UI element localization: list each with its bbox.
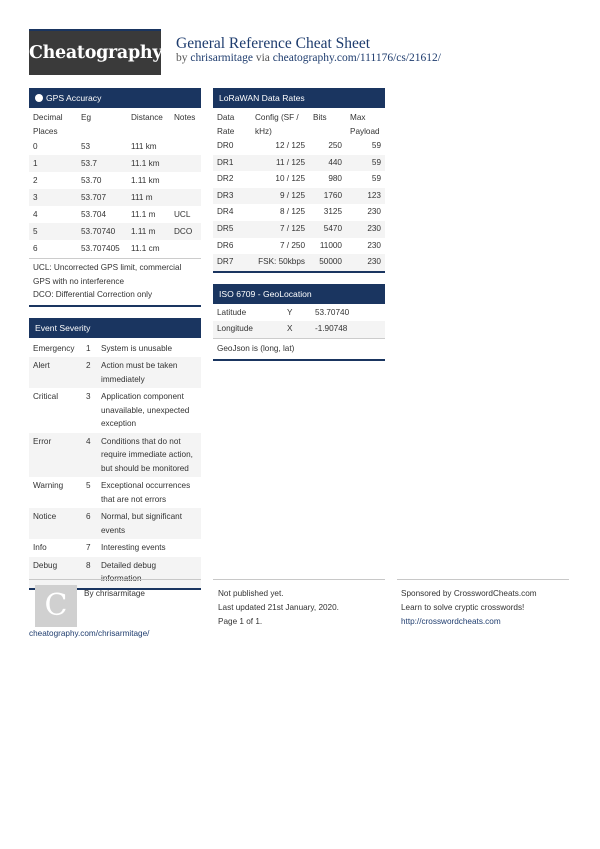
cheatography-logo[interactable]: Cheatography <box>29 29 161 75</box>
table-cell <box>170 189 201 206</box>
table-header: Distance <box>131 113 163 122</box>
event-severity-card <box>29 318 201 590</box>
severity-level: 3 <box>86 392 91 401</box>
severity-level: 4 <box>82 433 97 478</box>
table-cell: 9 / 125 <box>251 188 309 205</box>
table-cell: 440 <box>309 155 346 172</box>
severity-level: 8 <box>82 557 97 589</box>
table-cell: 11000 <box>319 240 342 250</box>
table-cell: 8 / 125 <box>279 207 305 217</box>
table-header: Notes <box>174 113 196 122</box>
gps-accuracy-card <box>29 88 201 307</box>
sponsor-name-link[interactable]: CrosswordCheats.com <box>453 589 537 598</box>
lorawan-title: LoRaWAN Data Rates <box>219 93 305 103</box>
event-severity-table <box>29 340 201 590</box>
byline <box>176 52 441 64</box>
right-column <box>213 88 385 372</box>
severity-description: Normal, but significant events <box>97 508 201 539</box>
table-cell: 11.1 m <box>131 210 156 219</box>
gps-accuracy-table <box>29 111 201 257</box>
gps-accuracy-header <box>29 88 201 108</box>
geo-axis-example: -1.90748 <box>311 321 385 338</box>
table-cell: 230 <box>346 221 385 238</box>
table-cell: 1.11 km <box>131 176 160 185</box>
table-row <box>29 240 201 257</box>
table-row <box>213 171 385 188</box>
table-row <box>29 340 201 358</box>
byline-via: via <box>255 52 270 64</box>
table-row <box>213 155 385 172</box>
footer-by-label: By <box>84 589 94 598</box>
table-cell: 6 <box>33 244 38 253</box>
table-row <box>29 539 201 557</box>
sponsor-prefix: Sponsored by <box>401 589 452 598</box>
severity-name: Notice <box>29 508 82 539</box>
table-header-row <box>29 111 201 138</box>
sheet-url-link[interactable]: cheatography.com/111176/cs/21612/ <box>272 52 441 64</box>
severity-description: Application component unavailable, unexpected exception <box>101 392 190 428</box>
table-cell: 230 <box>346 254 385 272</box>
table-header: Config (SF / kHz) <box>255 113 299 136</box>
table-cell: 1760 <box>309 188 346 205</box>
table-row <box>213 254 385 272</box>
table-row <box>29 223 201 240</box>
severity-description: Detailed debug information <box>97 557 201 589</box>
table-cell: 50000 <box>309 254 346 272</box>
gps-note-dco: DCO: Differential Correction only <box>33 290 153 299</box>
table-cell: DR2 <box>217 174 234 184</box>
table-row <box>29 189 201 206</box>
severity-name: Alert <box>29 357 82 388</box>
severity-level: 1 <box>86 343 91 353</box>
table-cell: 230 <box>367 207 381 217</box>
table-row <box>213 305 385 322</box>
left-column <box>29 88 201 601</box>
event-severity-title: Event Severity <box>35 322 91 333</box>
table-cell: DR0 <box>217 141 234 150</box>
table-row <box>213 321 385 338</box>
table-cell: 53.70740 <box>77 223 127 240</box>
table-cell: 7 / 125 <box>251 221 309 238</box>
table-cell: 1 <box>29 155 77 172</box>
severity-name: Emergency <box>33 343 75 353</box>
table-header: Decimal Places <box>33 113 63 136</box>
table-cell: 7 / 250 <box>279 240 305 250</box>
table-header: Data Rate <box>217 113 235 136</box>
table-row <box>29 206 201 223</box>
table-cell <box>170 155 201 172</box>
geo-axis-name: Longitude <box>213 321 283 338</box>
gps-note-ucl: UCL: Uncorrected GPS limit, commercial GPS with no interference <box>33 263 182 286</box>
table-row <box>213 204 385 221</box>
severity-description: Action must be taken immediately <box>97 357 201 388</box>
lorawan-header <box>213 88 385 108</box>
table-cell: 53 <box>81 142 91 151</box>
footer-author <box>29 579 201 641</box>
gps-accuracy-title: GPS Accuracy <box>46 93 102 103</box>
severity-level: 5 <box>86 481 91 490</box>
page-title: General Reference Cheat Sheet <box>176 35 371 52</box>
iso6709-header <box>213 284 385 304</box>
table-row <box>29 433 201 478</box>
sponsor-line <box>397 587 569 601</box>
severity-name: Info <box>33 543 47 552</box>
table-row <box>29 172 201 189</box>
page-number: Page 1 of 1. <box>218 617 263 626</box>
table-cell: 11.1 cm <box>131 244 160 253</box>
table-cell <box>170 240 201 257</box>
table-row <box>29 138 201 155</box>
table-row <box>29 508 201 539</box>
footer-sponsor <box>397 579 569 629</box>
footer-byline <box>29 587 201 601</box>
severity-description: Exceptional occurrences that are not errors <box>101 481 191 504</box>
table-cell: DR1 <box>213 155 251 172</box>
table-cell: 53.70 <box>81 176 102 185</box>
severity-level: 7 <box>86 543 91 552</box>
table-cell: 111 m <box>127 189 170 206</box>
author-avatar[interactable]: C <box>35 585 77 627</box>
byline-by: by <box>176 52 188 64</box>
severity-name: Error <box>29 433 82 478</box>
table-cell: DR5 <box>213 221 251 238</box>
table-cell: 3125 <box>323 207 342 217</box>
table-cell: UCL <box>174 210 191 219</box>
table-cell: 53.7 <box>77 155 127 172</box>
table-row <box>29 155 201 172</box>
geo-axis-name: Latitude <box>217 307 247 317</box>
table-row <box>29 388 201 433</box>
severity-name: Critical <box>33 392 59 401</box>
sponsor-url-link[interactable]: http://crosswordcheats.com <box>401 617 501 626</box>
geo-axis-example: 53.70740 <box>315 307 350 317</box>
geo-axis-letter: Y <box>287 307 293 317</box>
severity-level: 6 <box>82 508 97 539</box>
table-cell: 0 <box>33 142 38 151</box>
table-cell: 11.1 km <box>127 155 170 172</box>
iso6709-table <box>213 305 385 338</box>
table-cell <box>170 172 201 189</box>
table-cell: 59 <box>371 141 381 150</box>
table-cell: DCO <box>170 223 201 240</box>
lorawan-card <box>213 88 385 273</box>
geo-axis-letter: X <box>283 321 311 338</box>
table-cell: 59 <box>346 155 385 172</box>
table-cell: 250 <box>328 141 342 150</box>
table-cell: DR7 <box>213 254 251 272</box>
table-row <box>213 188 385 205</box>
table-cell: DR4 <box>217 207 234 217</box>
table-row <box>213 221 385 238</box>
table-header: Max Payload <box>350 113 380 136</box>
table-cell: 53.704 <box>81 210 107 219</box>
table-header-row <box>213 111 385 138</box>
table-cell: FSK: 50kbps <box>251 254 309 272</box>
author-link[interactable]: chrisarmitage <box>190 52 253 64</box>
severity-name: Debug <box>29 557 82 589</box>
table-row <box>29 357 201 388</box>
table-cell: 12 / 125 <box>275 141 305 150</box>
table-row <box>213 238 385 255</box>
table-cell: 3 <box>29 189 77 206</box>
iso6709-card <box>213 284 385 362</box>
table-header: Eg <box>81 113 92 122</box>
table-header: Bits <box>313 113 327 122</box>
footer-author-link[interactable]: chrisarmitage <box>95 589 145 598</box>
table-cell: 59 <box>371 174 381 184</box>
lorawan-table <box>213 111 385 273</box>
table-cell: 980 <box>328 174 342 184</box>
published-status: Not published yet. <box>218 589 284 598</box>
table-row <box>213 138 385 155</box>
iso6709-title: ISO 6709 - GeoLocation <box>219 288 312 299</box>
footer-status <box>213 579 385 629</box>
table-cell: 53.707405 <box>81 244 120 253</box>
table-cell: 230 <box>367 240 381 250</box>
sponsor-tagline: Learn to solve cryptic crosswords! <box>401 603 525 612</box>
table-cell: 1.11 m <box>127 223 170 240</box>
table-row <box>29 477 201 508</box>
table-cell: 123 <box>346 188 385 205</box>
footer-author-url[interactable]: cheatography.com/chrisarmitage/ <box>29 629 150 638</box>
event-severity-header <box>29 318 201 338</box>
table-cell: DR6 <box>217 240 234 250</box>
table-cell: 53.707 <box>77 189 127 206</box>
globe-icon <box>35 94 43 102</box>
severity-description: System is unusable <box>101 343 172 353</box>
table-cell: DR3 <box>213 188 251 205</box>
gps-notes <box>29 258 201 307</box>
table-cell: 2 <box>33 176 38 185</box>
table-cell: 5470 <box>309 221 346 238</box>
severity-description: Conditions that do not require immediate action, but should be monitored <box>97 433 201 478</box>
table-cell: 111 km <box>131 142 157 151</box>
severity-level: 2 <box>82 357 97 388</box>
table-cell: 10 / 125 <box>275 174 305 184</box>
table-cell <box>170 138 201 155</box>
table-cell: 5 <box>29 223 77 240</box>
table-cell: 11 / 125 <box>251 155 309 172</box>
severity-name: Warning <box>33 481 64 490</box>
severity-description: Interesting events <box>101 543 166 552</box>
table-cell: 4 <box>33 210 38 219</box>
geojson-note: GeoJson is (long, lat) <box>213 338 385 362</box>
last-updated: Last updated 21st January, 2020. <box>218 603 339 612</box>
